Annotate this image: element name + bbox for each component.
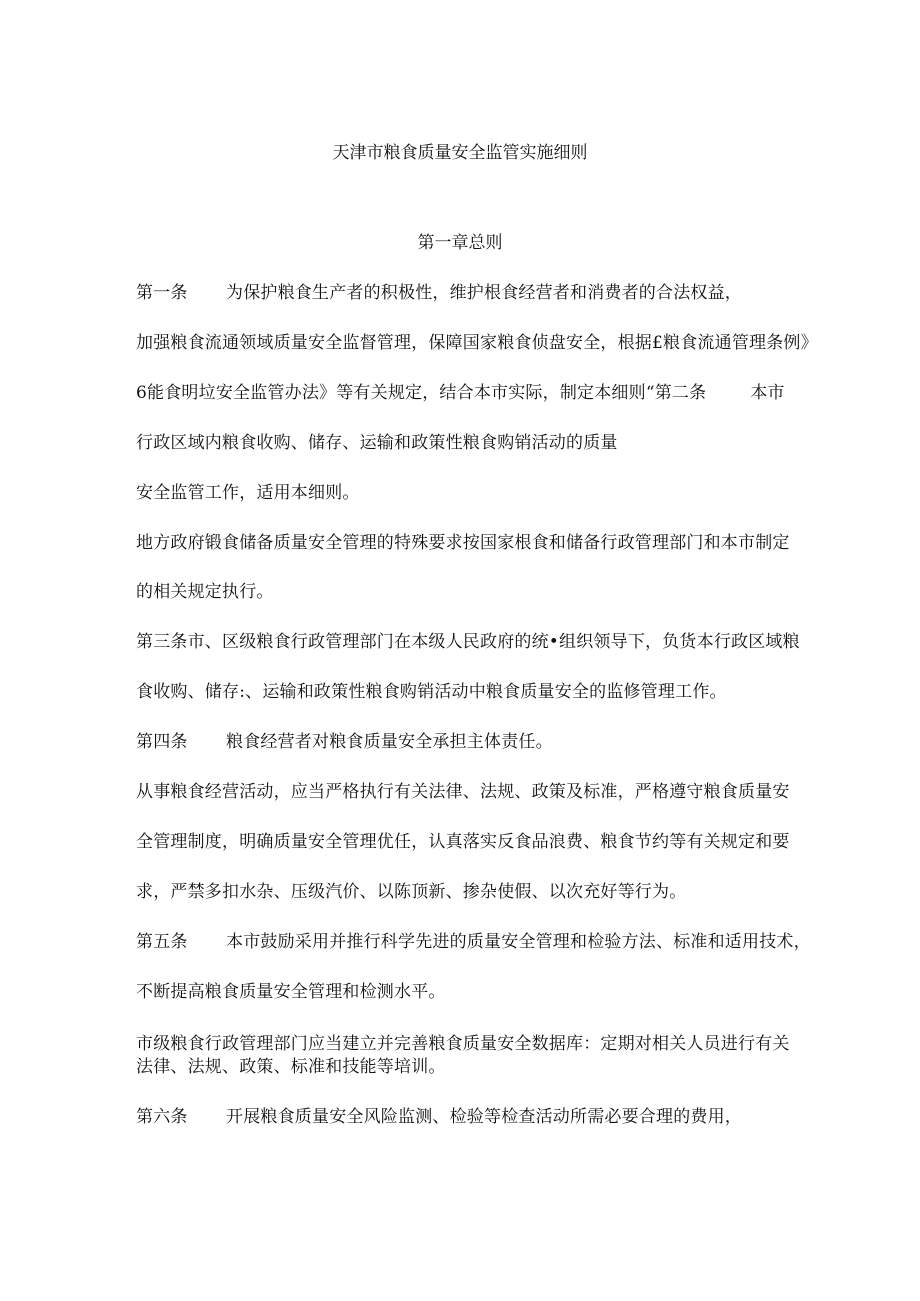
paragraph-line: 全管理制度，明确质量安全管理优任，认真落实反食品浪费、粮食节约等有关规定和要 (136, 832, 790, 852)
article-4-line (136, 731, 553, 753)
paragraph-line: 的相关规定执行。 (136, 582, 274, 602)
paragraph-text: 为保护粮食生产者的积极性，维护根食经营者和消费者的合法权益， (226, 283, 742, 303)
article-1-line (136, 282, 742, 304)
paragraph-text: 粮食经营者对粮食质量安全承担主体责任。 (226, 732, 553, 752)
paragraph-line: 地方政府锻食储备质量安全管理的特殊要求按国家根食和储备行政管理部门和本市制定 (136, 533, 790, 553)
paragraph-line: 求，严禁多扣水杂、压级汽价、以陈顶新、掺杂使假、以次充好等行为。 (136, 882, 687, 902)
paragraph-line (136, 382, 785, 404)
paragraph-line: 加强粮食流通领域质量安全监督管理，保障国家粮食侦盘安全，根据£粮食流通管理条例》 (136, 333, 818, 353)
article-label: 第六条 (136, 1107, 188, 1127)
paragraph-line: 不断提高粮食质量安全管理和检测水平。 (136, 982, 446, 1002)
paragraph-text: 6能食明垃安全监管办法》等有关规定，结合本市实际，制定本细则“第二条 (136, 383, 707, 403)
paragraph-text: 开展粮食质量安全风险监测、检验等检查活动所需必要合理的费用， (226, 1107, 742, 1127)
paragraph-line: 行政区域内粮食收购、储存、运输和政策性粮食购销活动的质量 (136, 433, 618, 453)
paragraph-line: 法律、法规、政策、标准和技能等培训。 (136, 1057, 446, 1077)
article-6-line (136, 1106, 742, 1128)
document-title: 天津市粮食质量安全监管实施细则 (332, 143, 588, 163)
article-3-line: 第三条市、区级粮食行政管理部门在本级人民政府的统•组织领导下，负货本行政区域粮 (136, 632, 800, 652)
paragraph-line: 食收购、储存:、运输和政策性粮食购销活动中粮食质量安全的监修管理工作。 (136, 682, 727, 702)
paragraph-line: 市级粮食行政管理部门应当建立并完善粮食质量安全数据库：定期对相关人员进行有关 (136, 1034, 790, 1054)
paragraph-line: 从事粮食经营活动，应当严格执行有关法律、法规、政策及标准，严格遵守粮食质量安 (136, 782, 790, 802)
article-label: 第一条 (136, 283, 188, 303)
article-label: 第四条 (136, 732, 188, 752)
paragraph-text: 本市鼓励采用并推行科学先进的质量安全管理和检验方法、标准和适用技术， (226, 932, 811, 952)
article-5-line (136, 931, 811, 953)
paragraph-text: 本市 (750, 383, 785, 403)
article-label: 第五条 (136, 932, 188, 952)
paragraph-line: 安全监管工作，适用本细则。 (136, 483, 360, 503)
chapter-heading: 第一章总则 (417, 233, 503, 253)
